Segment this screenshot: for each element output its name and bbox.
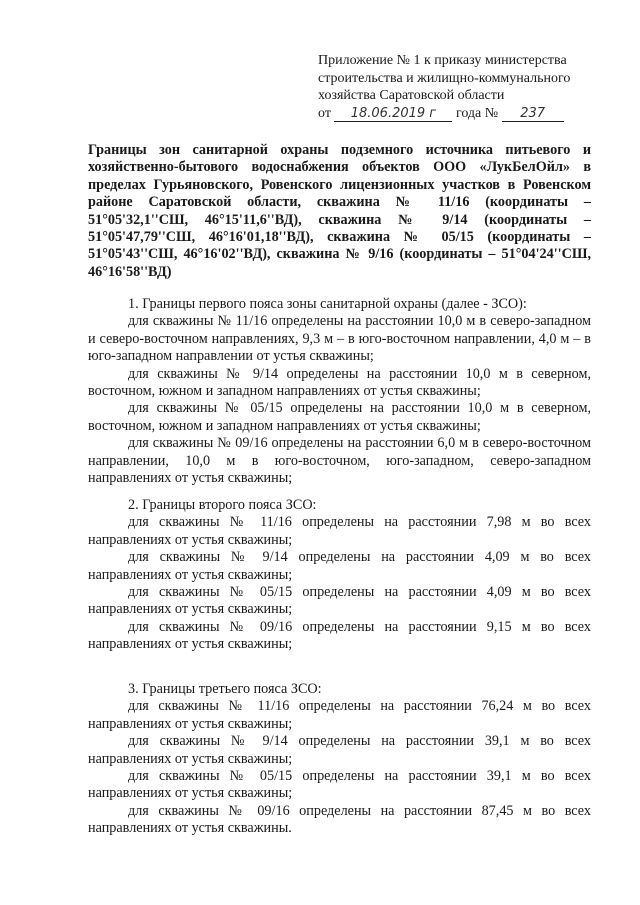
from-label: от — [318, 105, 331, 121]
paragraph: для скважины № 11/16 определены на расстоянии 76,24 м во всех направлениях от устья скважины; — [88, 698, 591, 732]
handwritten-number: 237 — [502, 107, 564, 122]
section-second-belt — [88, 497, 591, 654]
document-title: Границы зон санитарной охраны подземного источника питьевого и хозяйственно-бытового водоснабжения объектов ООО «ЛукБелОйл» в пределах Гурьяновского, Ровенского лицензионных участков в Ровенском районе Саратовской области, скважина № 11/16 (координаты – 51°05'32,1''СШ, 46°15'11,6''ВД), скважина № 9/14 (координаты – 51°05'47,79''СШ, 46°16'01,18''ВД), скважина № 05/15 (координаты – 51°05'43''СШ, 46°16'02''ВД), скважина № 9/16 (координаты – 51°04'24''СШ, 46°16'58''ВД) — [88, 142, 591, 280]
paragraph: для скважины № 9/14 определены на расстоянии 4,09 м во всех направлениях от устья скважины; — [88, 549, 591, 583]
paragraph: для скважины № 05/15 определены на расстоянии 4,09 м во всех направлениях от устья скважины; — [88, 584, 591, 618]
section-heading: 1. Границы первого пояса зоны санитарной охраны (далее - ЗСО): — [128, 296, 527, 312]
paragraph: для скважины № 9/14 определены на расстоянии 10,0 м в северном, восточном, южном и западном направлениях от устья скважины; — [88, 365, 591, 400]
paragraph: для скважины № 11/16 определены на расстоянии 7,98 м во всех направлениях от устья скважины; — [88, 514, 591, 548]
paragraph: для скважины № 09/16 определены на расстоянии 6,0 м в северо-восточном направлении, 10,0 м в юго-восточном, юго-западном, северо-западном направлениях от устья скважины; — [88, 435, 591, 487]
annex-line-3: хозяйства Саратовской области — [318, 88, 505, 103]
section-third-belt — [88, 681, 591, 838]
paragraph: для скважины № 9/14 определены на расстоянии 39,1 м во всех направлениях от устья скважины; — [88, 733, 591, 767]
annex-header — [318, 52, 618, 122]
section-heading: 3. Границы третьего пояса ЗСО: — [128, 681, 322, 697]
annex-line-1: Приложение № 1 к приказу министерства — [318, 53, 567, 68]
paragraph: для скважины № 09/16 определены на расстоянии 9,15 м во всех направлениях от устья скважины; — [88, 618, 591, 653]
section-heading: 2. Границы второго пояса ЗСО: — [128, 497, 317, 513]
annex-date-line — [318, 105, 618, 123]
section-first-belt — [88, 296, 591, 487]
number-label: года № — [455, 105, 499, 121]
annex-line-2: строительства и жилищно-коммунального — [318, 70, 571, 86]
paragraph: для скважины № 05/15 определены на расстоянии 39,1 м во всех направлениях от устья скважины; — [88, 768, 591, 802]
paragraph: для скважины № 09/16 определены на расстоянии 87,45 м во всех направлениях от устья скважины. — [88, 802, 591, 837]
paragraph: для скважины № 05/15 определены на расстоянии 10,0 м в северном, восточном, южном и западном направлениях от устья скважины; — [88, 400, 591, 434]
paragraph: для скважины № 11/16 определены на расстоянии 10,0 м в северо-западном и северо-восточном направлениях, 9,3 м – в юго-восточном направлении, 4,0 м – в юго-западном направлении от устья скважины; — [88, 313, 591, 365]
handwritten-date: 18.06.2019 г — [334, 107, 452, 122]
